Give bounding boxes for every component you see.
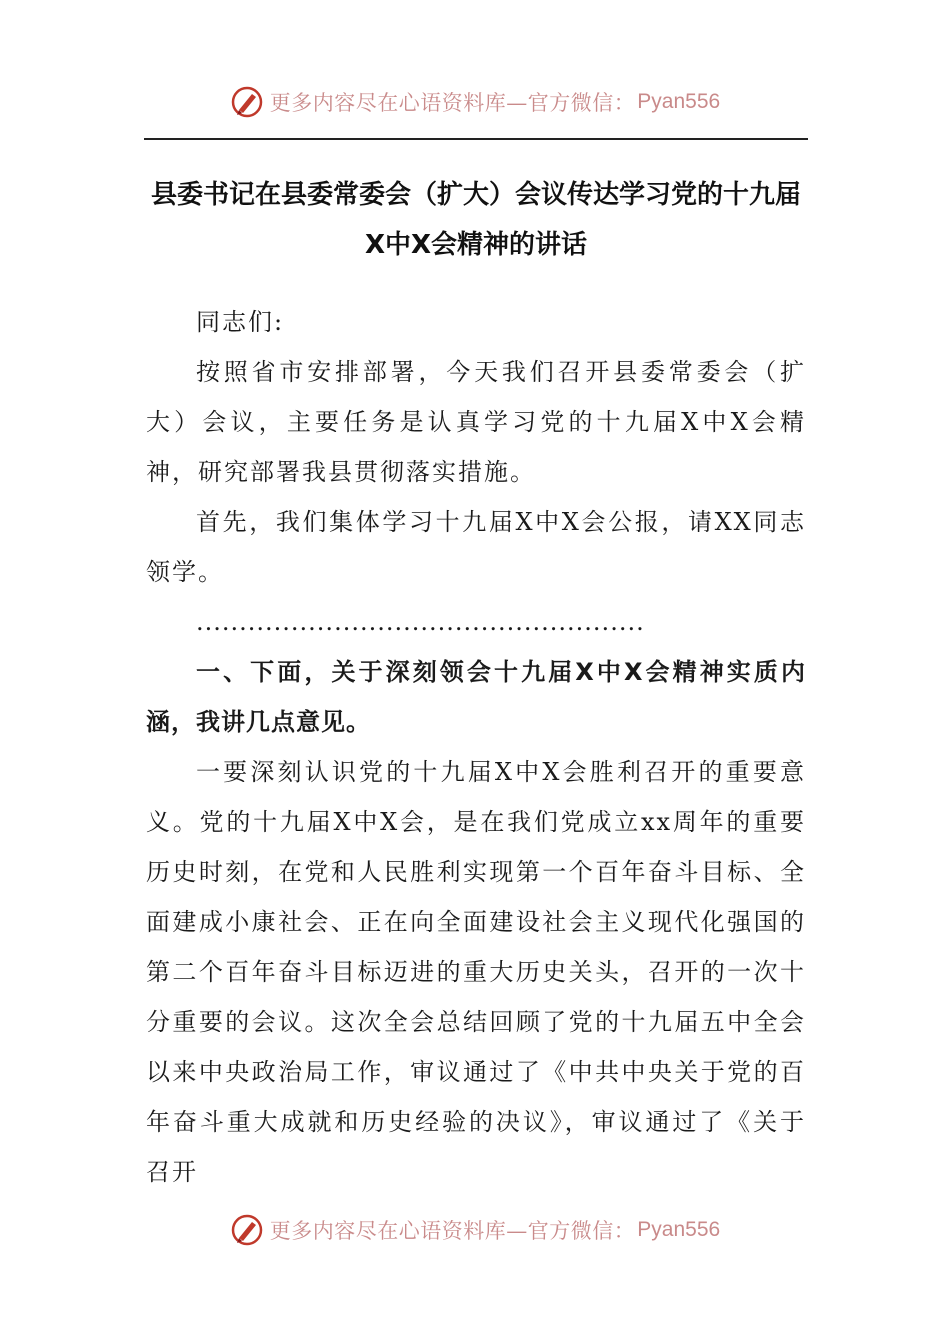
banner-text: 更多内容尽在心语资料库—官方微信： [269, 1219, 636, 1243]
section-heading: 一、下面，关于深刻领会十九届X中X会精神实质内涵，我讲几点意见。 [146, 658, 806, 736]
paragraph: 一要深刻认识党的十九届X中X会胜利召开的重要意义。党的十九届X中X会，是在我们党成立xx周年的重要历史时刻，在党和人民胜利实现第一个百年奋斗目标、全面建成小康社会、正在向全面建设社会主义现代化强国的第二个百年奋斗目标迈进的重大历史关头，召开的一次十分重要的会议。这次全会总结回顾了党的十九届五中全会以来中央政治局工作，审议通过了《中共中央关于党的百年奋斗重大成就和历史经验的决议》，审议通过了《关于召开 [146, 758, 806, 1186]
paragraph: 按照省市安排部署，今天我们召开县委常委会（扩大）会议，主要任务是认真学习党的十九届X中X会精神，研究部署我县贯彻落实措施。 [146, 358, 806, 486]
banner-wechat-id: Pyan556 [637, 90, 721, 113]
header-divider [144, 138, 808, 140]
footer-banner [0, 1210, 950, 1250]
header-banner [0, 82, 950, 122]
banner-wechat-id: Pyan556 [637, 1218, 721, 1241]
salutation: 同志们: [196, 308, 285, 336]
pen-logo-icon [230, 85, 264, 119]
omission-dots: .................................................... [196, 608, 645, 636]
document-title: 县委书记在县委常委会（扩大）会议传达学习党的十九届X中X会精神的讲话 [150, 180, 801, 260]
banner-text: 更多内容尽在心语资料库—官方微信： [269, 91, 636, 115]
paragraph: 首先，我们集体学习十九届X中X会公报，请XX同志领学。 [146, 508, 806, 586]
pen-logo-icon [230, 1213, 264, 1247]
document-body [146, 297, 806, 1197]
